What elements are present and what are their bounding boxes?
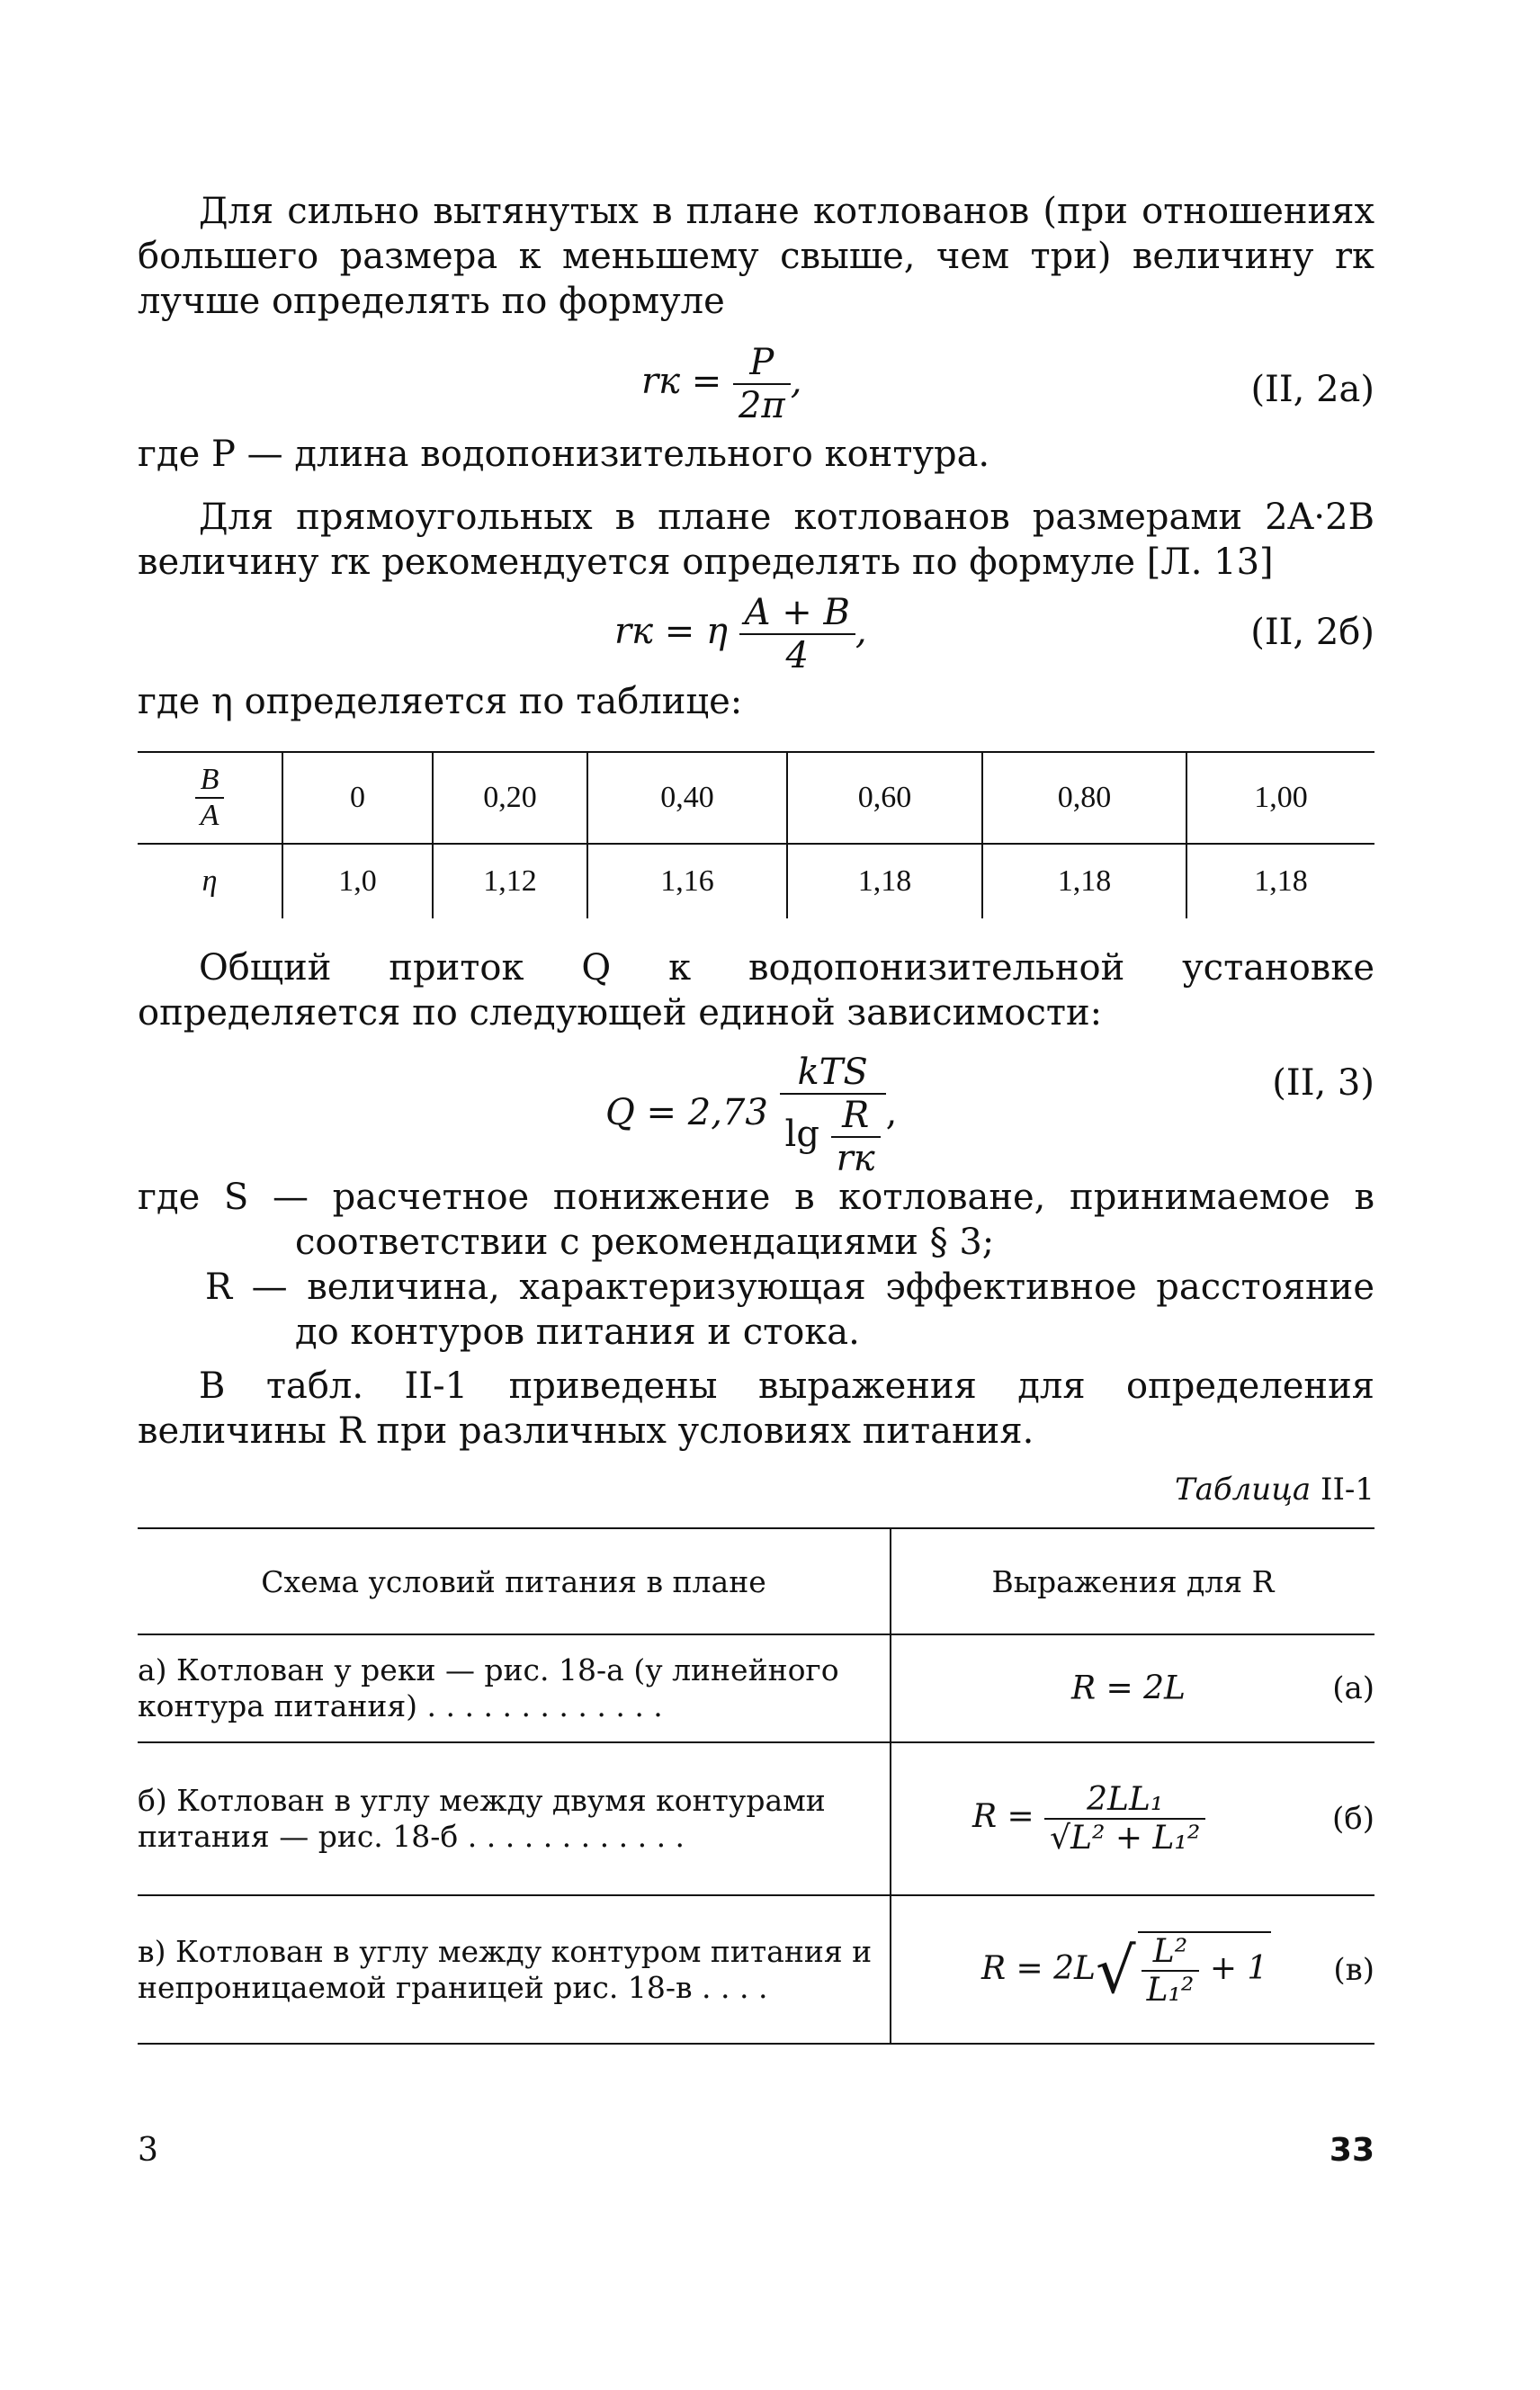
where-s: где S — расчетное понижение в котловане, принимаемое в соответствии с рекомендациями § 3; [138, 1177, 1374, 1263]
table-caption [138, 1472, 1374, 1508]
table-caption-word: Таблица [1174, 1472, 1312, 1508]
formula-2a [138, 324, 1374, 432]
eta-table-ratio-header [138, 752, 282, 844]
formula-2a-num: P [749, 342, 774, 383]
col-header-scheme: Схема условий питания в плане [138, 1528, 891, 1634]
row-c-tail: + 1 [1209, 1949, 1268, 1987]
formula-3-tail: , [885, 1092, 898, 1133]
row-b-label: (б) [1332, 1801, 1374, 1837]
row-b-formula [972, 1781, 1205, 1857]
table-row [138, 1895, 1374, 2044]
formula-3-num: kTS [797, 1052, 868, 1093]
row-c-lhs: R = 2L [981, 1949, 1096, 1987]
formula-3-label: (II, 3) [1272, 1062, 1374, 1104]
row-c-formula [981, 1931, 1271, 2009]
formula-3-fraction [780, 1052, 886, 1179]
col-header-expression: Выражения для R [891, 1528, 1374, 1634]
eta-table-cell: 0 [282, 752, 433, 844]
row-c-label: (в) [1333, 1951, 1374, 1988]
formula-2b-den: 4 [739, 633, 855, 676]
formula-3-lhs: Q = 2,73 [605, 1092, 768, 1133]
row-c-text: в) Котлован в углу между контуром питания и непроницаемой границей рис. 18-в . . . . [138, 1933, 873, 2005]
ratio-num: B [200, 763, 219, 796]
formula-2b-fraction [739, 592, 855, 676]
formula-2b-tail: , [855, 611, 867, 652]
paragraph-4: где η определяется по таблице: [138, 681, 743, 722]
row-c-expression [891, 1895, 1374, 2044]
row-b-num: 2LL₁ [1087, 1781, 1164, 1818]
ratio-den: A [195, 797, 225, 833]
row-b-scheme [138, 1742, 891, 1895]
formula-2b-label: (II, 2б) [1250, 612, 1374, 653]
formula-2a-label: (II, 2а) [1250, 369, 1374, 410]
table-row [138, 1634, 1374, 1742]
formula-2a-fraction [733, 342, 791, 426]
row-b-lhs: R = [972, 1798, 1034, 1835]
eta-table-cell: 1,18 [787, 844, 982, 918]
where-r: R — величина, характеризующая эффективное расстояние до контуров питания и стока. [205, 1267, 1374, 1353]
formula-2b [138, 585, 1374, 679]
page-content [138, 189, 1374, 2045]
eta-table-row-eta [138, 844, 1374, 918]
row-c-num: L² [1152, 1932, 1188, 1970]
table-II-1-header [138, 1528, 1374, 1634]
paragraph-5: Общий приток Q к водопонизительной установке определяется по следующей единой зависимости: [138, 947, 1374, 1034]
row-a-text: а) Котлован у реки — рис. 18-а (у линейного контура питания) . . . . . . . . . . . . . [138, 1652, 839, 1723]
eta-table-cell: 1,0 [282, 844, 433, 918]
paragraph-1: Для сильно вытянутых в плане котлованов (при отношениях большего размера к меньшему свыше, чем три) величину rк лучше определять по формуле [138, 191, 1374, 322]
formula-3 [138, 1035, 1374, 1179]
formula-3-den-num: R [842, 1095, 870, 1136]
eta-table-cell: 1,18 [982, 844, 1186, 918]
eta-table-cell: 0,20 [433, 752, 587, 844]
eta-table-cell: 1,18 [1186, 844, 1374, 918]
row-b-text: б) Котлован в углу между двумя контурами питания — рис. 18-б . . . . . . . . . . . . [138, 1783, 826, 1854]
row-b-den: L² + L₁² [1070, 1820, 1201, 1857]
eta-table-cell: 0,80 [982, 752, 1186, 844]
formula-2b-num: A + B [744, 592, 850, 633]
paragraph-3: Для прямоугольных в плане котлованов размерами 2A·2B величину rк рекомендуется определять по формуле [Л. 13] [138, 497, 1374, 583]
formula-2a-den: 2π [733, 383, 791, 426]
row-a-expression [891, 1634, 1374, 1742]
page-number: 33 [1329, 2132, 1374, 2169]
row-c-den: L₁² [1142, 1970, 1200, 2009]
eta-table-row-ratio [138, 752, 1374, 844]
sqrt-sign: √ [1050, 1820, 1071, 1857]
eta-table [138, 751, 1374, 918]
formula-2a-lhs: rк = [641, 361, 722, 402]
table-row [138, 1742, 1374, 1895]
row-a-scheme [138, 1634, 891, 1742]
row-a-formula: R = 2L [1071, 1669, 1186, 1707]
eta-table-cell: 1,00 [1186, 752, 1374, 844]
paragraph-6: В табл. II-1 приведены выражения для определения величины R при различных условиях питания. [138, 1365, 1374, 1452]
footer-left-number: 3 [138, 2132, 158, 2169]
formula-3-lg: lg [784, 1114, 819, 1155]
formula-3-den [780, 1093, 886, 1179]
table-II-1 [138, 1527, 1374, 2045]
row-a-label: (а) [1332, 1670, 1374, 1706]
formula-3-den-den: rк [831, 1136, 881, 1179]
eta-table-cell: 0,60 [787, 752, 982, 844]
sqrt-sign: √ [1095, 1933, 1136, 2008]
formula-2b-lhs: rк = η [614, 611, 728, 652]
eta-table-cell: 0,40 [587, 752, 787, 844]
paragraph-2: где P — длина водопонизительного контура. [138, 434, 990, 475]
row-b-expression [891, 1742, 1374, 1895]
table-caption-number: II-1 [1321, 1472, 1374, 1508]
eta-table-cell: 1,16 [587, 844, 787, 918]
formula-2a-tail: , [790, 361, 802, 402]
eta-table-eta-header: η [201, 864, 218, 898]
eta-table-cell: 1,12 [433, 844, 587, 918]
row-c-scheme [138, 1895, 891, 2044]
